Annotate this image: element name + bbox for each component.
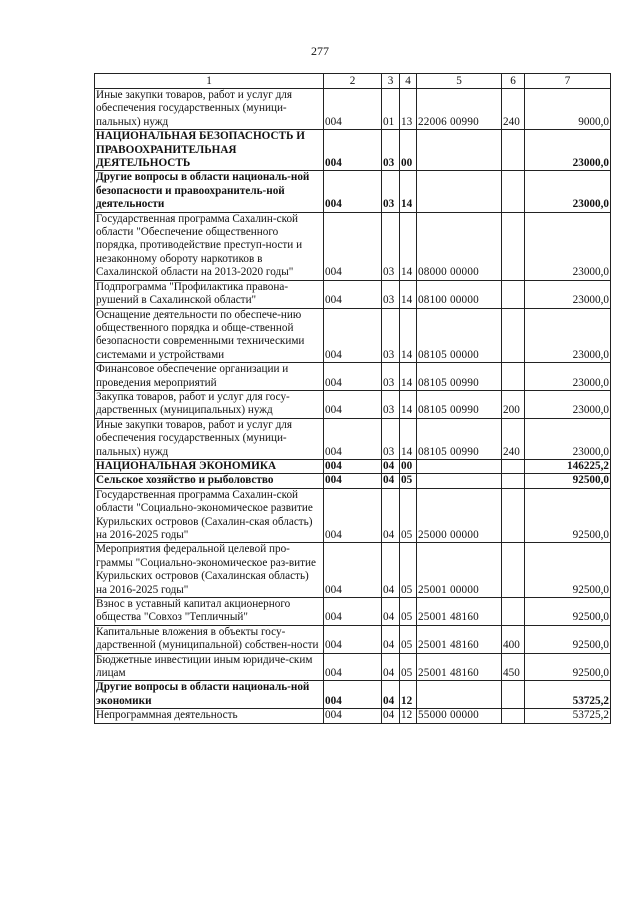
row-target-article-cell bbox=[417, 171, 502, 212]
table-row bbox=[95, 363, 611, 391]
row-subsection-cell: 14 bbox=[400, 212, 417, 280]
header-col-5: 5 bbox=[417, 74, 502, 89]
row-expense-type-cell: 450 bbox=[502, 653, 525, 681]
row-section-cell: 04 bbox=[382, 598, 400, 626]
row-target-article-cell: 25001 48160 bbox=[417, 598, 502, 626]
row-expense-type-cell bbox=[502, 543, 525, 598]
row-expense-type-cell: 240 bbox=[502, 89, 525, 130]
row-admin-code-cell: 004 bbox=[324, 709, 382, 723]
row-target-article-cell: 55000 00000 bbox=[417, 709, 502, 723]
table-row bbox=[95, 280, 611, 308]
row-name-cell: Иные закупки товаров, работ и услуг для обеспечения государственных (муници-пальных) нужд bbox=[95, 89, 324, 130]
header-col-1: 1 bbox=[95, 74, 324, 89]
row-admin-code-cell: 004 bbox=[324, 212, 382, 280]
table-row bbox=[95, 459, 611, 473]
row-name-cell: НАЦИОНАЛЬНАЯ ЭКОНОМИКА bbox=[95, 459, 324, 473]
table-row bbox=[95, 130, 611, 171]
header-col-3: 3 bbox=[382, 74, 400, 89]
table-row bbox=[95, 709, 611, 723]
row-subsection-cell: 14 bbox=[400, 363, 417, 391]
row-amount-cell: 23000,0 bbox=[525, 171, 611, 212]
row-subsection-cell: 13 bbox=[400, 89, 417, 130]
row-admin-code-cell: 004 bbox=[324, 543, 382, 598]
row-subsection-cell: 14 bbox=[400, 418, 417, 459]
budget-table bbox=[94, 73, 611, 724]
header-col-7: 7 bbox=[525, 74, 611, 89]
table-row bbox=[95, 308, 611, 363]
row-amount-cell: 23000,0 bbox=[525, 308, 611, 363]
row-target-article-cell: 25001 48160 bbox=[417, 653, 502, 681]
table-row bbox=[95, 212, 611, 280]
row-target-article-cell bbox=[417, 681, 502, 709]
row-target-article-cell: 25001 00000 bbox=[417, 543, 502, 598]
row-name-cell: Сельское хозяйство и рыболовство bbox=[95, 474, 324, 488]
row-section-cell: 04 bbox=[382, 709, 400, 723]
row-admin-code-cell: 004 bbox=[324, 488, 382, 543]
row-expense-type-cell bbox=[502, 171, 525, 212]
row-target-article-cell bbox=[417, 474, 502, 488]
table-body bbox=[95, 89, 611, 724]
row-subsection-cell: 14 bbox=[400, 390, 417, 418]
header-col-6: 6 bbox=[502, 74, 525, 89]
row-name-cell: Подпрограмма "Профилактика правона-рушений в Сахалинской области" bbox=[95, 280, 324, 308]
row-expense-type-cell: 200 bbox=[502, 390, 525, 418]
row-amount-cell: 92500,0 bbox=[525, 543, 611, 598]
row-target-article-cell: 08105 00990 bbox=[417, 418, 502, 459]
row-subsection-cell: 05 bbox=[400, 598, 417, 626]
row-target-article-cell: 08105 00990 bbox=[417, 363, 502, 391]
row-name-cell: Взнос в уставный капитал акционерного общества "Совхоз "Тепличный" bbox=[95, 598, 324, 626]
row-section-cell: 04 bbox=[382, 488, 400, 543]
row-name-cell: Государственная программа Сахалин-ской области "Социально-экономическое развитие Курильских островов (Сахалин-ская область) на 2016-2025 годы" bbox=[95, 488, 324, 543]
row-amount-cell: 23000,0 bbox=[525, 212, 611, 280]
row-expense-type-cell bbox=[502, 308, 525, 363]
row-amount-cell: 9000,0 bbox=[525, 89, 611, 130]
row-amount-cell: 23000,0 bbox=[525, 390, 611, 418]
table-row bbox=[95, 171, 611, 212]
row-subsection-cell: 14 bbox=[400, 280, 417, 308]
row-admin-code-cell: 004 bbox=[324, 89, 382, 130]
row-subsection-cell: 14 bbox=[400, 308, 417, 363]
table-row bbox=[95, 474, 611, 488]
row-amount-cell: 23000,0 bbox=[525, 280, 611, 308]
row-amount-cell: 53725,2 bbox=[525, 681, 611, 709]
row-amount-cell: 146225,2 bbox=[525, 459, 611, 473]
row-section-cell: 03 bbox=[382, 308, 400, 363]
table-row bbox=[95, 390, 611, 418]
row-target-article-cell: 25001 48160 bbox=[417, 625, 502, 653]
row-expense-type-cell bbox=[502, 474, 525, 488]
row-name-cell: Государственная программа Сахалин-ской области "Обеспечение общественного порядка, противодействие преступ-ности и незаконному обороту наркотиков в Сахалинской области на 2013-2020 годы" bbox=[95, 212, 324, 280]
table-row bbox=[95, 598, 611, 626]
row-amount-cell: 92500,0 bbox=[525, 488, 611, 543]
row-name-cell: Непрограммная деятельность bbox=[95, 709, 324, 723]
row-amount-cell: 92500,0 bbox=[525, 598, 611, 626]
row-amount-cell: 23000,0 bbox=[525, 130, 611, 171]
header-row bbox=[95, 74, 611, 89]
row-name-cell: Иные закупки товаров, работ и услуг для обеспечения государственных (муници-пальных) нужд bbox=[95, 418, 324, 459]
row-expense-type-cell bbox=[502, 130, 525, 171]
row-admin-code-cell: 004 bbox=[324, 130, 382, 171]
row-name-cell: Мероприятия федеральной целевой про-граммы "Социально-экономическое раз-витие Курильских островов (Сахалинская область) на 2016-2025 годы" bbox=[95, 543, 324, 598]
row-section-cell: 03 bbox=[382, 363, 400, 391]
row-name-cell: Другие вопросы в области националь-ной безопасности и правоохранитель-ной деятельности bbox=[95, 171, 324, 212]
row-subsection-cell: 00 bbox=[400, 459, 417, 473]
row-admin-code-cell: 004 bbox=[324, 308, 382, 363]
row-section-cell: 03 bbox=[382, 212, 400, 280]
row-section-cell: 01 bbox=[382, 89, 400, 130]
row-section-cell: 04 bbox=[382, 653, 400, 681]
row-admin-code-cell: 004 bbox=[324, 459, 382, 473]
row-amount-cell: 23000,0 bbox=[525, 418, 611, 459]
row-expense-type-cell bbox=[502, 363, 525, 391]
row-admin-code-cell: 004 bbox=[324, 418, 382, 459]
table-row bbox=[95, 418, 611, 459]
page-number: 277 bbox=[311, 44, 329, 58]
row-admin-code-cell: 004 bbox=[324, 681, 382, 709]
row-section-cell: 04 bbox=[382, 543, 400, 598]
row-amount-cell: 92500,0 bbox=[525, 625, 611, 653]
row-section-cell: 03 bbox=[382, 130, 400, 171]
row-name-cell: Другие вопросы в области националь-ной экономики bbox=[95, 681, 324, 709]
row-section-cell: 04 bbox=[382, 474, 400, 488]
row-admin-code-cell: 004 bbox=[324, 280, 382, 308]
table-row bbox=[95, 89, 611, 130]
row-subsection-cell: 05 bbox=[400, 653, 417, 681]
row-name-cell: Бюджетные инвестиции иным юридиче-ским лицам bbox=[95, 653, 324, 681]
row-name-cell: Капитальные вложения в объекты госу-дарственной (муниципальной) собствен-ности bbox=[95, 625, 324, 653]
row-admin-code-cell: 004 bbox=[324, 598, 382, 626]
row-subsection-cell: 00 bbox=[400, 130, 417, 171]
row-subsection-cell: 12 bbox=[400, 681, 417, 709]
row-section-cell: 03 bbox=[382, 171, 400, 212]
row-amount-cell: 92500,0 bbox=[525, 653, 611, 681]
row-target-article-cell: 22006 00990 bbox=[417, 89, 502, 130]
row-target-article-cell: 08100 00000 bbox=[417, 280, 502, 308]
row-section-cell: 04 bbox=[382, 459, 400, 473]
row-subsection-cell: 12 bbox=[400, 709, 417, 723]
table-row bbox=[95, 653, 611, 681]
row-section-cell: 04 bbox=[382, 625, 400, 653]
row-admin-code-cell: 004 bbox=[324, 474, 382, 488]
row-expense-type-cell bbox=[502, 681, 525, 709]
row-amount-cell: 23000,0 bbox=[525, 363, 611, 391]
row-amount-cell: 92500,0 bbox=[525, 474, 611, 488]
row-subsection-cell: 05 bbox=[400, 625, 417, 653]
row-admin-code-cell: 004 bbox=[324, 625, 382, 653]
row-subsection-cell: 14 bbox=[400, 171, 417, 212]
row-section-cell: 04 bbox=[382, 681, 400, 709]
row-expense-type-cell: 240 bbox=[502, 418, 525, 459]
row-expense-type-cell bbox=[502, 212, 525, 280]
row-admin-code-cell: 004 bbox=[324, 171, 382, 212]
row-target-article-cell: 08000 00000 bbox=[417, 212, 502, 280]
row-admin-code-cell: 004 bbox=[324, 363, 382, 391]
row-expense-type-cell bbox=[502, 709, 525, 723]
header-col-4: 4 bbox=[400, 74, 417, 89]
row-amount-cell: 53725,2 bbox=[525, 709, 611, 723]
row-expense-type-cell bbox=[502, 280, 525, 308]
row-expense-type-cell bbox=[502, 598, 525, 626]
table-row bbox=[95, 488, 611, 543]
row-admin-code-cell: 004 bbox=[324, 390, 382, 418]
row-target-article-cell bbox=[417, 459, 502, 473]
row-subsection-cell: 05 bbox=[400, 488, 417, 543]
row-subsection-cell: 05 bbox=[400, 543, 417, 598]
table-row bbox=[95, 543, 611, 598]
row-name-cell: Закупка товаров, работ и услуг для госу-дарственных (муниципальных) нужд bbox=[95, 390, 324, 418]
row-section-cell: 03 bbox=[382, 418, 400, 459]
table-row bbox=[95, 681, 611, 709]
table-row bbox=[95, 625, 611, 653]
row-expense-type-cell: 400 bbox=[502, 625, 525, 653]
row-name-cell: Оснащение деятельности по обеспече-нию общественного порядка и обще-ственной безопасности современными техническими системами и устройствами bbox=[95, 308, 324, 363]
row-section-cell: 03 bbox=[382, 280, 400, 308]
row-target-article-cell bbox=[417, 130, 502, 171]
row-subsection-cell: 05 bbox=[400, 474, 417, 488]
row-target-article-cell: 08105 00000 bbox=[417, 308, 502, 363]
row-target-article-cell: 08105 00990 bbox=[417, 390, 502, 418]
row-name-cell: НАЦИОНАЛЬНАЯ БЕЗОПАСНОСТЬ И ПРАВООХРАНИТЕЛЬНАЯ ДЕЯТЕЛЬНОСТЬ bbox=[95, 130, 324, 171]
row-target-article-cell: 25000 00000 bbox=[417, 488, 502, 543]
row-name-cell: Финансовое обеспечение организации и проведения мероприятий bbox=[95, 363, 324, 391]
header-col-2: 2 bbox=[324, 74, 382, 89]
row-expense-type-cell bbox=[502, 488, 525, 543]
row-admin-code-cell: 004 bbox=[324, 653, 382, 681]
row-section-cell: 03 bbox=[382, 390, 400, 418]
row-expense-type-cell bbox=[502, 459, 525, 473]
